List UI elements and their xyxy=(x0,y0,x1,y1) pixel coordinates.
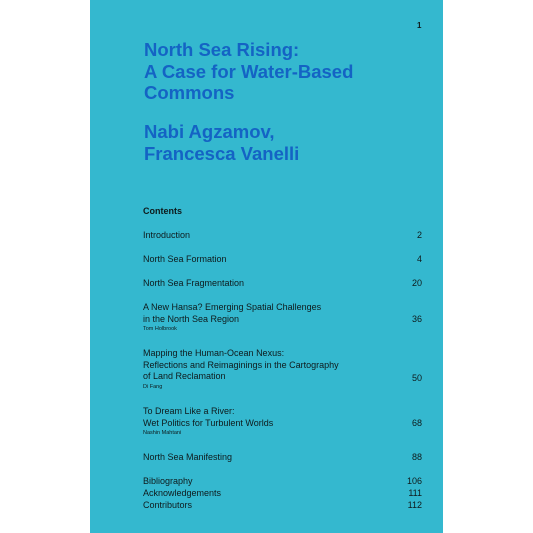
toc-entry-title: North Sea Manifesting xyxy=(143,452,233,462)
toc-entry-title: Acknowledgements xyxy=(143,488,222,498)
toc-entry-contributors[interactable] xyxy=(143,500,422,512)
toc-entry-new-hansa[interactable] xyxy=(143,302,422,333)
toc-entry-page: 88 xyxy=(411,452,422,462)
toc-entry-page: 4 xyxy=(416,254,422,264)
toc-entry-title: North Sea Formation xyxy=(143,254,227,264)
toc-entry-page: 20 xyxy=(411,278,422,288)
contents-heading: Contents xyxy=(143,206,182,216)
toc-entry-title: Reflections and Reimaginings in the Cartography xyxy=(143,359,339,370)
title-line: North Sea Rising: xyxy=(144,39,300,60)
toc-entry-fragmentation[interactable] xyxy=(143,278,422,290)
toc-entry-page: 50 xyxy=(411,373,422,383)
toc-entry-author: Tom Holbrook xyxy=(143,326,177,332)
toc-entry-formation[interactable] xyxy=(143,254,422,266)
author-line: Nabi Agzamov, xyxy=(144,121,275,142)
toc-entry-acknowledgements[interactable] xyxy=(143,488,422,500)
title-line: Commons xyxy=(144,82,235,103)
toc-entry-title: Introduction xyxy=(143,230,191,240)
table-of-contents xyxy=(143,0,422,533)
toc-entry-title: Mapping the Human-Ocean Nexus: xyxy=(143,348,285,358)
toc-entry-bibliography[interactable] xyxy=(143,476,422,488)
toc-entry-title: To Dream Like a River: xyxy=(143,406,235,416)
toc-entry-dream-like-a-river[interactable] xyxy=(143,406,422,437)
toc-entry-title: Contributors xyxy=(143,500,193,510)
toc-entry-title: Wet Politics for Turbulent Worlds xyxy=(143,417,274,428)
toc-entry-page: 36 xyxy=(411,314,422,324)
book-page xyxy=(90,0,443,533)
toc-entry-title: A New Hansa? Emerging Spatial Challenges xyxy=(143,302,322,312)
toc-entry-manifesting[interactable] xyxy=(143,452,422,464)
toc-entry-human-ocean-nexus[interactable] xyxy=(143,348,422,391)
toc-entry-author: Nashin Mahtani xyxy=(143,430,182,436)
toc-entry-title: of Land Reclamation xyxy=(143,371,226,381)
toc-entry-page: 106 xyxy=(406,476,422,486)
toc-entry-author: Di Fang xyxy=(143,383,163,390)
toc-entry-page: 111 xyxy=(408,488,422,498)
title-line: A Case for Water-Based xyxy=(144,60,354,82)
toc-entry-page: 112 xyxy=(407,500,422,510)
toc-entry-title: in the North Sea Region xyxy=(143,313,240,324)
toc-entry-page: 2 xyxy=(416,230,422,240)
toc-entry-page: 68 xyxy=(411,418,422,428)
author-line: Francesca Vanelli xyxy=(144,142,300,164)
toc-entry-title: North Sea Fragmentation xyxy=(143,278,245,288)
toc-entry-introduction[interactable] xyxy=(143,230,422,242)
page-number: 1 xyxy=(417,21,422,30)
toc-entry-title: Bibliography xyxy=(143,476,193,486)
